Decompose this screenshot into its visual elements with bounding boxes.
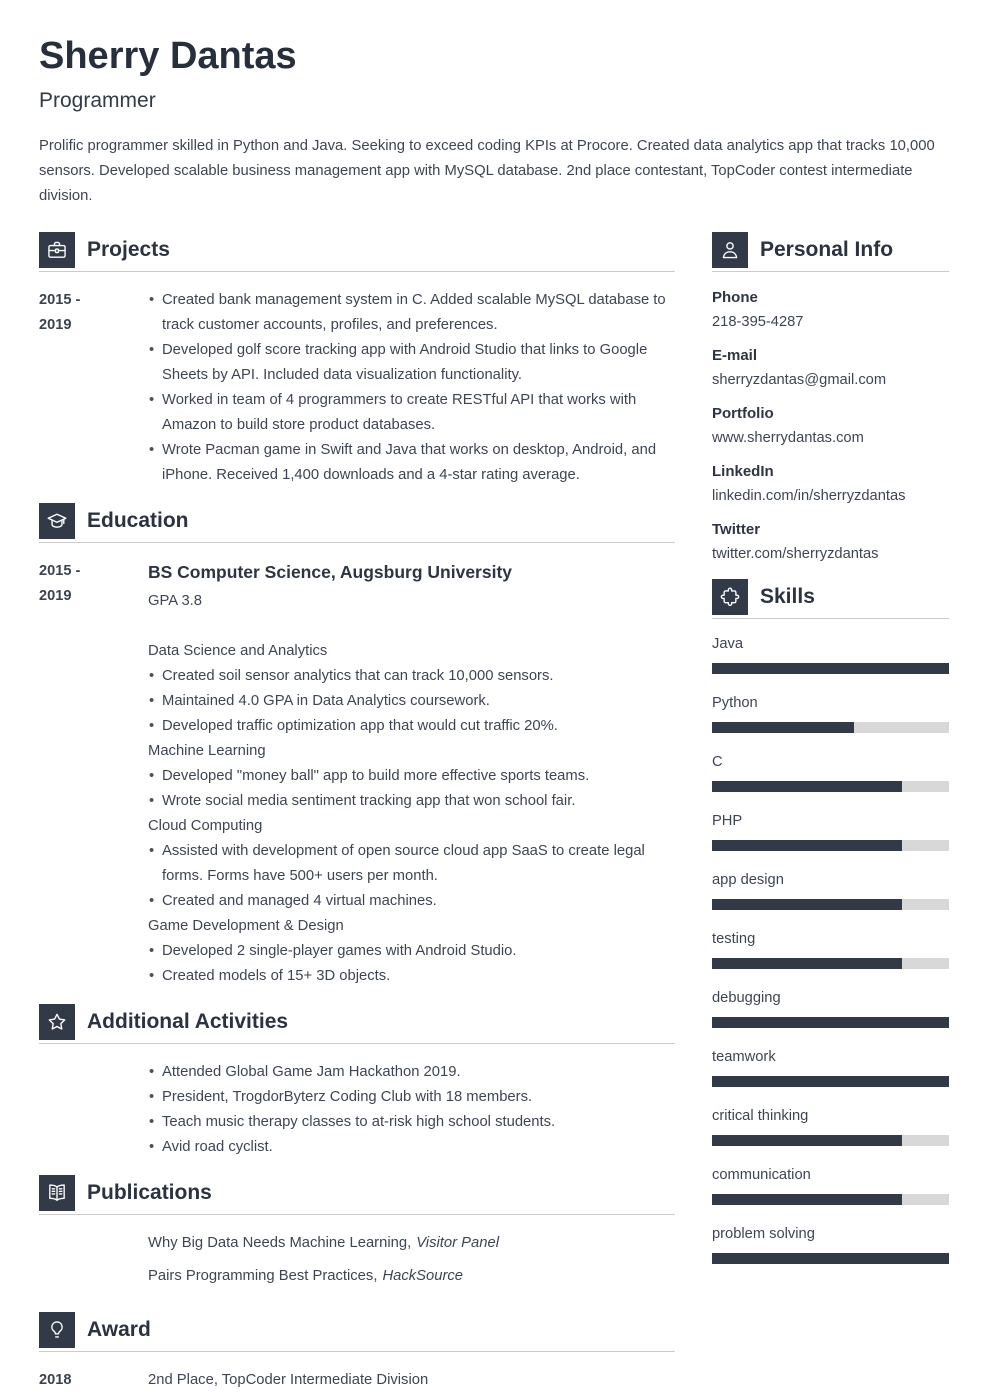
bullet-item: • Wrote Pacman game in Swift and Java that works on desktop, Android, and iPhone. Received 1,400 downloads and a 4-star rating average. bbox=[148, 438, 675, 488]
personal-info-section-header bbox=[712, 232, 949, 268]
bullet-item: • Created models of 15+ 3D objects. bbox=[148, 964, 675, 989]
skill-bar-fill bbox=[712, 840, 902, 851]
skill-bar-fill bbox=[712, 958, 902, 969]
skill-label: testing bbox=[712, 930, 756, 947]
degree-title: BS Computer Science, Augsburg University bbox=[148, 561, 513, 582]
projects-bullet-list bbox=[148, 288, 675, 488]
skills-section bbox=[712, 579, 949, 1264]
skill-bar-track bbox=[712, 1253, 949, 1264]
bullet-item: • Developed "money ball" app to build more effective sports teams. bbox=[148, 764, 675, 789]
education-section bbox=[39, 503, 675, 989]
skill-item bbox=[712, 931, 949, 969]
course-group-heading: Data Science and Analytics bbox=[148, 642, 328, 659]
resume-body bbox=[39, 232, 949, 1400]
course-bullet-list bbox=[148, 939, 675, 989]
skill-bar-track bbox=[712, 840, 949, 851]
briefcase-icon bbox=[39, 232, 75, 268]
skill-item bbox=[712, 1226, 949, 1264]
gpa-text: GPA 3.8 bbox=[148, 592, 203, 609]
lightbulb-icon bbox=[39, 1312, 75, 1348]
course-group-heading: Machine Learning bbox=[148, 742, 266, 759]
award-section-header bbox=[39, 1312, 675, 1348]
award-text: 2nd Place, TopCoder Intermediate Division bbox=[148, 1371, 429, 1388]
publication-item bbox=[148, 1264, 675, 1289]
skill-bar-track bbox=[712, 1135, 949, 1146]
skill-bar-fill bbox=[712, 899, 902, 910]
bullet-item: • Developed golf score tracking app with Android Studio that links to Google Sheets by API. Included data visualization functionality. bbox=[148, 338, 675, 388]
skill-bar-fill bbox=[712, 1194, 902, 1205]
skill-label: PHP bbox=[712, 812, 743, 829]
open-book-icon bbox=[39, 1175, 75, 1211]
award-year: 2018 bbox=[39, 1371, 72, 1388]
skill-item bbox=[712, 1108, 949, 1146]
skill-bar-fill bbox=[712, 781, 902, 792]
skill-bar-track bbox=[712, 722, 949, 733]
bullet-item: • Created and managed 4 virtual machines. bbox=[148, 889, 675, 914]
field-label: Twitter bbox=[712, 520, 761, 538]
skill-label: debugging bbox=[712, 989, 781, 1006]
skill-item bbox=[712, 754, 949, 792]
bullet-item: • Wrote social media sentiment tracking app that won school fair. bbox=[148, 789, 675, 814]
projects-section bbox=[39, 232, 675, 488]
publication-title: Pairs Programming Best Practices, bbox=[148, 1267, 378, 1284]
skill-label: communication bbox=[712, 1166, 811, 1183]
bullet-item: • President, TrogdorByterz Coding Club with 18 members. bbox=[148, 1085, 675, 1110]
activities-section-header bbox=[39, 1004, 675, 1040]
skill-item bbox=[712, 636, 949, 674]
course-group-heading: Cloud Computing bbox=[148, 817, 263, 834]
puzzle-piece-icon bbox=[712, 579, 748, 615]
personal-info-field bbox=[712, 347, 949, 389]
personal-info-field bbox=[712, 463, 949, 505]
field-label: Phone bbox=[712, 288, 758, 306]
date-end: 2019 bbox=[39, 316, 72, 333]
email-value: sherryzdantas@gmail.com bbox=[712, 371, 887, 388]
field-label: E-mail bbox=[712, 346, 758, 364]
candidate-name: Sherry Dantas bbox=[39, 35, 297, 77]
activities-bullet-list bbox=[148, 1060, 675, 1160]
date-start: 2015 - bbox=[39, 562, 81, 579]
skill-item bbox=[712, 1167, 949, 1205]
bullet-item: • Assisted with development of open source cloud app SaaS to create legal forms. Forms have 500+ users per month. bbox=[148, 839, 675, 889]
skill-bar-fill bbox=[712, 722, 854, 733]
skill-bar-fill bbox=[712, 663, 949, 674]
bullet-item: • Worked in team of 4 programmers to create RESTful API that works with Amazon to build store product databases. bbox=[148, 388, 675, 438]
skill-bar-track bbox=[712, 663, 949, 674]
publication-item bbox=[148, 1231, 675, 1256]
publication-title: Why Big Data Needs Machine Learning, bbox=[148, 1234, 412, 1251]
date-start: 2015 - bbox=[39, 291, 81, 308]
field-label: LinkedIn bbox=[712, 462, 774, 480]
education-section-header bbox=[39, 503, 675, 539]
coursework-block bbox=[148, 639, 675, 989]
skill-bar-track bbox=[712, 958, 949, 969]
course-group-heading: Game Development & Design bbox=[148, 917, 344, 934]
skills-section-header bbox=[712, 579, 949, 615]
skill-bar-fill bbox=[712, 1253, 949, 1264]
portfolio-value: www.sherrydantas.com bbox=[712, 429, 864, 446]
skill-bar-track bbox=[712, 1017, 949, 1028]
skill-item bbox=[712, 695, 949, 733]
skills-section-title: Skills bbox=[760, 585, 815, 609]
projects-section-header bbox=[39, 232, 675, 268]
skill-item bbox=[712, 872, 949, 910]
activities-section-title: Additional Activities bbox=[87, 1010, 289, 1034]
skill-bar-track bbox=[712, 781, 949, 792]
sidebar bbox=[712, 232, 949, 1400]
summary-text: Prolific programmer skilled in Python and Java. Seeking to exceed coding KPIs at Procore. Created data analytics app that tracks 10,000 sensors. Developed scalable business management app with MySQL database. 2nd place contestant, TopCoder contest intermediate division. bbox=[39, 137, 935, 204]
course-bullet-list bbox=[148, 764, 675, 814]
personal-info-field bbox=[712, 405, 949, 447]
education-date-range bbox=[39, 559, 148, 989]
person-icon bbox=[712, 232, 748, 268]
personal-info-field bbox=[712, 289, 949, 331]
bullet-item: • Created bank management system in C. Added scalable MySQL database to track customer accounts, profiles, and preferences. bbox=[148, 288, 675, 338]
graduation-cap-icon bbox=[39, 503, 75, 539]
projects-date-range bbox=[39, 288, 148, 488]
bullet-item: • Attended Global Game Jam Hackathon 2019. bbox=[148, 1060, 675, 1085]
twitter-value: twitter.com/sherryzdantas bbox=[712, 545, 879, 562]
publications-date-spacer bbox=[39, 1231, 148, 1297]
field-label: Portfolio bbox=[712, 404, 774, 422]
skill-bar-track bbox=[712, 1076, 949, 1087]
skill-bar-track bbox=[712, 1194, 949, 1205]
projects-section-title: Projects bbox=[87, 238, 170, 262]
resume-header bbox=[39, 36, 949, 209]
publications-section-header bbox=[39, 1175, 675, 1211]
skill-label: Python bbox=[712, 694, 758, 711]
publications-section bbox=[39, 1175, 675, 1297]
bullet-item: • Created soil sensor analytics that can track 10,000 sensors. bbox=[148, 664, 675, 689]
skill-item bbox=[712, 1049, 949, 1087]
personal-info-section bbox=[712, 232, 949, 563]
star-icon bbox=[39, 1004, 75, 1040]
bullet-item: • Avid road cyclist. bbox=[148, 1135, 675, 1160]
skill-label: app design bbox=[712, 871, 784, 888]
main-column bbox=[39, 232, 675, 1400]
publication-source: Visitor Panel bbox=[416, 1234, 500, 1251]
course-bullet-list bbox=[148, 839, 675, 914]
skill-label: Java bbox=[712, 635, 744, 652]
skill-bar-fill bbox=[712, 1135, 902, 1146]
bullet-item: • Developed traffic optimization app that would cut traffic 20%. bbox=[148, 714, 675, 739]
activities-date-spacer bbox=[39, 1060, 148, 1160]
publications-section-title: Publications bbox=[87, 1181, 212, 1205]
skill-label: problem solving bbox=[712, 1225, 815, 1242]
award-section bbox=[39, 1312, 675, 1393]
linkedin-value: linkedin.com/in/sherryzdantas bbox=[712, 487, 906, 504]
personal-info-field bbox=[712, 521, 949, 563]
skill-bar-fill bbox=[712, 1017, 949, 1028]
phone-value: 218-395-4287 bbox=[712, 313, 804, 330]
bullet-item: • Maintained 4.0 GPA in Data Analytics coursework. bbox=[148, 689, 675, 714]
award-section-title: Award bbox=[87, 1318, 151, 1342]
activities-section bbox=[39, 1004, 675, 1160]
personal-info-section-title: Personal Info bbox=[760, 238, 894, 262]
course-bullet-list bbox=[148, 664, 675, 739]
skill-label: C bbox=[712, 753, 723, 770]
skill-bar-track bbox=[712, 899, 949, 910]
skill-item bbox=[712, 990, 949, 1028]
bullet-item: • Developed 2 single-player games with Android Studio. bbox=[148, 939, 675, 964]
skill-label: critical thinking bbox=[712, 1107, 809, 1124]
skill-bar-fill bbox=[712, 1076, 949, 1087]
skill-label: teamwork bbox=[712, 1048, 776, 1065]
date-end: 2019 bbox=[39, 587, 72, 604]
publication-source: HackSource bbox=[382, 1267, 464, 1284]
skill-item bbox=[712, 813, 949, 851]
bullet-item: • Teach music therapy classes to at-risk high school students. bbox=[148, 1110, 675, 1135]
education-section-title: Education bbox=[87, 509, 189, 533]
job-title: Programmer bbox=[39, 88, 156, 112]
